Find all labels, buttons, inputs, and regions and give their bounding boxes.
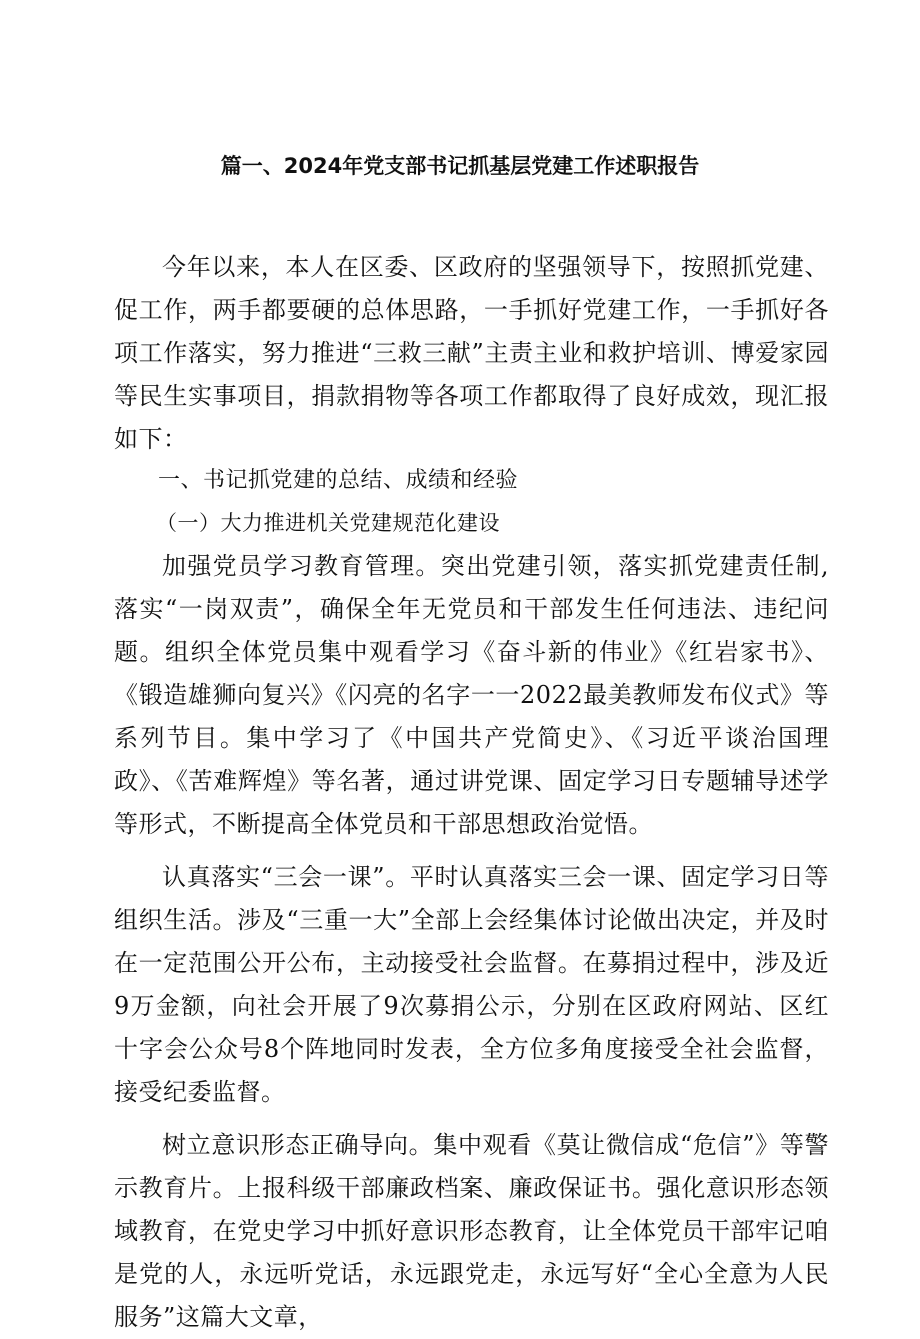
section-heading: 一、书记抓党建的总结、成绩和经验 — [158, 468, 519, 493]
document-body — [114, 246, 829, 1339]
document-title: 篇一、2024年党支部书记抓基层党建工作述职报告 — [220, 154, 700, 178]
paragraph-three-meetings: 认真落实“三会一课”。平时认真落实三会一课、固定学习日等组织生活。涉及“三重一大”全部上会经集体讨论做出决定，并及时在一定范围公开公布，主动接受社会监督。在募捐过程中，涉及近9万金额，向社会开展了9次募捐公示，分别在区政府网站、区红十字会公众号8个阵地同时发表，全方位多角度接受全社会监督，接受纪委监督。 — [114, 863, 829, 1106]
paragraph-ideology: 树立意识形态正确导向。集中观看《莫让微信成“危信”》等警示教育片。上报科级干部廉政档案、廉政保证书。强化意识形态领域教育，在党史学习中抓好意识形态教育，让全体党员干部牢记咱是党的人，永远听党话，永远跟党走，永远写好“全心全意为人民服务”这篇大文章， — [114, 1131, 829, 1331]
subsection-heading: （一）大力推进机关党建规范化建设 — [156, 511, 500, 535]
paragraph-study-education: 加强党员学习教育管理。突出党建引领，落实抓党建责任制,落实“一岗双责”，确保全年无党员和干部发生任何违法、违纪问题。组织全体党员集中观看学习《奋斗新的伟业》《红岩家书》、《锻造雄狮向复兴》《闪亮的名字一一2022最美教师发布仪式》等系列节目。集中学习了《中国共产党简史》、《习近平谈治国理政》、《苦难辉煌》等名著，通过讲党课、固定学习日专题辅导述学等形式，不断提高全体党员和干部思想政治觉悟。 — [114, 552, 829, 838]
intro-paragraph: 今年以来，本人在区委、区政府的坚强领导下，按照抓党建、促工作，两手都要硬的总体思路，一手抓好党建工作，一手抓好各项工作落实，努力推进“三救三献”主责主业和救护培训、博爱家园等民生实事项目，捐款捐物等各项工作都取得了良好成效，现汇报如下： — [114, 253, 829, 453]
